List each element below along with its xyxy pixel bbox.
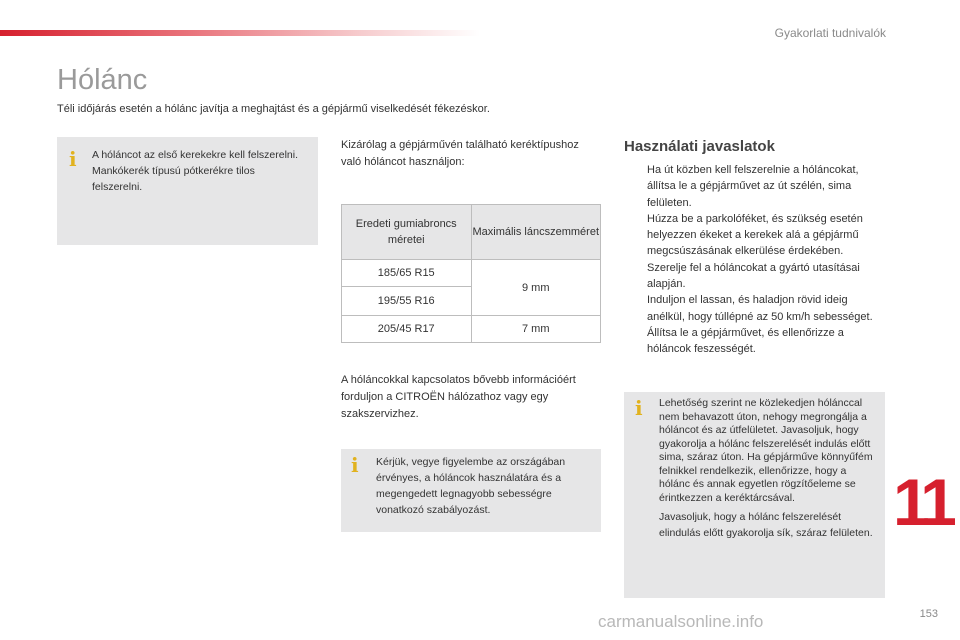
list-item bbox=[624, 260, 886, 293]
table-header-chain-size: Maximális láncszemméret bbox=[471, 205, 601, 260]
table-cell-chain-size: 9 mm bbox=[471, 260, 601, 316]
more-info-text: A hóláncokkal kapcsolatos bővebb információért forduljon a CITROËN hálózathoz vagy egy szakszervizhez. bbox=[341, 374, 576, 420]
page-title: Hólánc bbox=[57, 64, 148, 96]
info-icon: i bbox=[635, 396, 643, 420]
chapter-number: 11 bbox=[893, 465, 951, 539]
table-cell-tire-size: 205/45 R17 bbox=[342, 316, 472, 343]
list-item bbox=[624, 211, 886, 260]
info-paragraph: Javasoljuk, hogy a hólánc felszerelését elindulás előtt gyakorolja sík, száraz felületen. bbox=[659, 511, 873, 539]
usage-title: Használati javaslatok bbox=[624, 138, 775, 155]
usage-list bbox=[624, 162, 886, 358]
list-item-text: Húzza be a parkolóféket, és szükség esetén helyezzen ékeket a kerekek alá a gépjármű megcsúszásának elkerülése érdekében. bbox=[647, 212, 863, 258]
info-text: A hóláncot az első kerekekre kell felszerelni. Mankókerék típusú pótkerékre tilos felszerelni. bbox=[92, 149, 299, 193]
info-box-front-wheels bbox=[57, 137, 318, 245]
table-row bbox=[342, 260, 601, 287]
list-item bbox=[624, 325, 886, 358]
list-item-text: Állítsa le a gépjárművet, és ellenőrizze a hóláncok feszességét. bbox=[647, 326, 844, 356]
info-paragraph: Lehetőség szerint ne közlekedjen hólánccal nem behavazott úton, nehogy megrongálja a hóláncot és az útfelületet. Javasoljuk, hogy gyakorolja a hólánc felszerelését indulás előtt sima, száraz úton. Ha gépjárműve könnyűfém felnikkel rendelkezik, ellenőrizze, hogy a hólánc és annak egyetlen rögzítőeleme se érintkezzen a keréktárcsával. bbox=[659, 397, 873, 504]
tire-type-instruction: Kizárólag a gépjárművén található keréktípushoz való hóláncot használjon: bbox=[341, 139, 579, 168]
header-accent-bar bbox=[0, 30, 480, 36]
section-header: Gyakorlati tudnivalók bbox=[774, 26, 886, 40]
table-header-tire-size: Eredeti gumiabroncs méretei bbox=[342, 205, 472, 260]
list-item-text: Ha út közben kell felszerelnie a hóláncokat, állítsa le a gépjárművet az út szélén, sima felületen. bbox=[647, 164, 859, 209]
info-box-practice bbox=[624, 392, 885, 598]
info-icon: i bbox=[351, 453, 359, 477]
info-box-speed-limit bbox=[341, 449, 601, 532]
info-text bbox=[659, 397, 879, 541]
list-item-text: Szerelje fel a hóláncokat a gyártó utasításai alapján. bbox=[647, 261, 860, 291]
table-cell-tire-size: 185/65 R15 bbox=[342, 260, 472, 287]
list-item bbox=[624, 292, 886, 325]
page-number: 153 bbox=[919, 608, 938, 620]
watermark: carmanualsonline.info bbox=[598, 612, 764, 631]
tire-chain-table bbox=[341, 204, 601, 343]
list-item-text: Induljon el lassan, és haladjon rövid ideig anélkül, hogy túllépné az 50 km/h sebességet. bbox=[647, 294, 873, 323]
table-header-row bbox=[342, 205, 601, 260]
table-cell-chain-size: 7 mm bbox=[471, 316, 601, 343]
intro-text: Téli időjárás esetén a hólánc javítja a meghajtást és a gépjármű viselkedését fékezéskor. bbox=[57, 103, 490, 115]
info-icon: i bbox=[69, 147, 77, 171]
table-row bbox=[342, 316, 601, 343]
table-cell-tire-size: 195/55 R16 bbox=[342, 287, 472, 316]
list-item bbox=[624, 162, 886, 211]
info-text: Kérjük, vegye figyelembe az országában érvényes, a hóláncok használatára és a megengedett legnagyobb sebességre vonatkozó szabályozást. bbox=[376, 456, 566, 516]
